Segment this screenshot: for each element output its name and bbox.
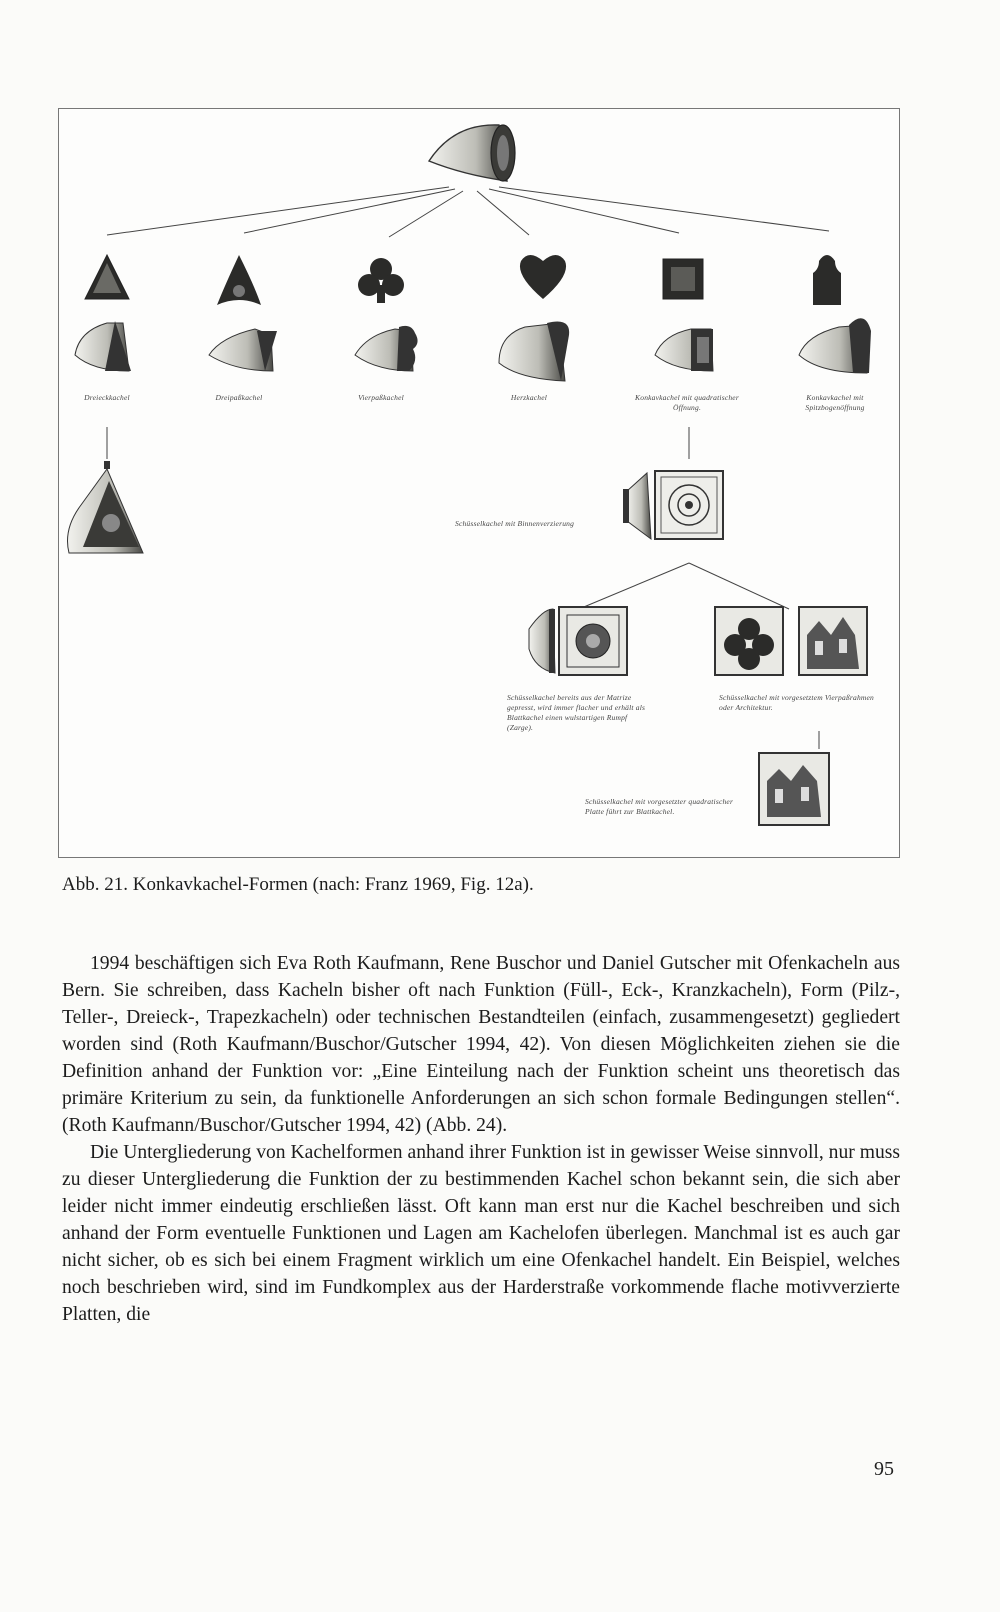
label-konkav-spitzbogen: Konkavkachel mit Spitzbogenöffnung (805, 393, 865, 412)
konkavkachel-top-drawing (429, 125, 515, 181)
paragraph: 1994 beschäftigen sich Eva Roth Kaufmann, Rene Buschor und Daniel Gutscher mit Ofenkacheln aus Bern. Sie schreiben, dass Kacheln bisher oft nach Funktion (Füll-, Eck-, Kranzkacheln), Form (Pilz-, Teller-, Dreieck-, Trapezkacheln) oder technischen Bestandteilen (einfach, zusammengesetzt) gegliedert worden sind (Roth Kaufmann/Buschor/Gutscher 1994, 42). Von diesen Möglichkeiten ziehen sie die Definition anhand der Funktion vor: „Eine Einteilung nach der Funktion scheint uns theoretisch das primäre Kriterium zu sein, da funktionelle Anforderungen an sich schon formale Bedingungen stellen“. (Roth Kaufmann/Buschor/Gutscher 1994, 42) (Abb. 24). (62, 953, 900, 1136)
tile-diagram (59, 109, 899, 857)
label-dreieckkachel: Dreieckkachel (84, 393, 130, 402)
label-konkav-quadratisch: Konkavkachel mit quadratischer Öffnung. (635, 393, 739, 412)
label-schuessel-binnen: Schüsselkachel mit Binnenverzierung (455, 519, 575, 528)
label-schuessel-vierpass: Schüsselkachel mit vorgesetztem Vierpaßrahmen oder Architektur. (719, 693, 875, 712)
figure-konkavkachel (58, 108, 900, 858)
dreieck-composite-drawing (68, 461, 144, 553)
page-number: 95 (874, 1458, 894, 1480)
schuessel-binnen-drawing (623, 471, 723, 539)
label-herzkachel: Herzkachel (510, 393, 548, 402)
opening-shapes (85, 255, 841, 305)
label-schuessel-matrize: Schüsselkachel bereits aus der Matrize gepresst, wird immer flacher und erhält als Blattkachel einen wulstartigen Rumpf (Zarge). (507, 693, 646, 732)
body-text (62, 950, 900, 1328)
paragraph: Die Untergliederung von Kachelformen anhand ihrer Funktion ist in gewisser Weise sinnvoll, nur muss zu dieser Untergliederung die Funktion der zu bestimmenden Kachel schon bekannt sein, die sich aber leider nicht immer eindeutig erschließen lässt. Oft kann man erst nur die Kachel beschreiben und sich anhand der Form eventuelle Funktionen und Lagen am Kachelofen überlegen. Manchmal ist es auch gar nicht sicher, ob es sich bei einem Fragment wirklich um eine Ofenkachel handelt. Ein Beispiel, welches noch beschrieben wird, sind im Fundkomplex aus der Harderstraße vorkommende flache motivverzierte Platten, die (62, 1142, 900, 1325)
tile-bodies (75, 318, 871, 381)
label-schuessel-platte: Schüsselkachel mit vorgesetzter quadratischer Platte führt zur Blattkachel. (585, 797, 734, 816)
label-dreipasskachel: Dreipaßkachel (215, 393, 263, 402)
figure-caption: Abb. 21. Konkavkachel-Formen (nach: Franz 1969, Fig. 12a). (62, 874, 534, 895)
label-vierpasskachel: Vierpaßkachel (358, 393, 404, 402)
